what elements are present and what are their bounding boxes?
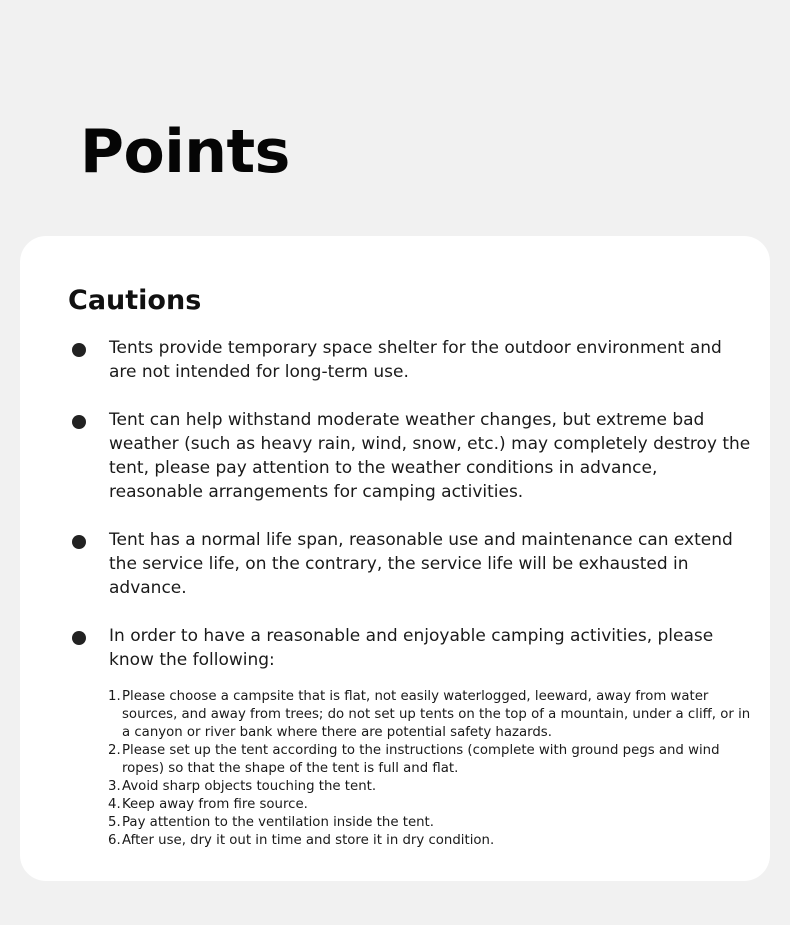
item-text: Keep away from fire source. — [122, 797, 308, 812]
item-text: Pay attention to the ventilation inside the tent. — [122, 815, 434, 830]
item-number: 1. — [108, 689, 121, 704]
numbered-item — [108, 688, 752, 742]
bullet-dot-icon — [72, 415, 86, 429]
bullet-dot-icon — [72, 343, 86, 357]
item-number: 5. — [108, 815, 121, 830]
bullet-item — [72, 408, 752, 504]
numbered-item — [108, 832, 752, 850]
numbered-item — [108, 742, 752, 778]
item-text: Please choose a campsite that is flat, not easily waterlogged, leeward, away from water sources, and away from trees; do not set up tents on the top of a mountain, under a cliff, or in a canyon or river bank where there are potential safety hazards. — [122, 689, 751, 740]
section-heading: Cautions — [68, 285, 202, 316]
cautions-card — [20, 236, 770, 881]
bullet-dot-icon — [72, 535, 86, 549]
bullet-item — [72, 624, 752, 850]
bullet-text: Tent has a normal life span, reasonable use and maintenance can extend the service life, on the contrary, the service life will be exhausted in advance. — [109, 530, 733, 598]
bullet-text: Tents provide temporary space shelter for the outdoor environment and are not intended for long-term use. — [109, 338, 722, 382]
numbered-list — [108, 688, 752, 850]
item-number: 4. — [108, 797, 121, 812]
item-number: 3. — [108, 779, 121, 794]
numbered-item — [108, 778, 752, 796]
item-number: 6. — [108, 833, 121, 848]
page-title: Points — [80, 117, 290, 187]
bullet-text: Tent can help withstand moderate weather changes, but extreme bad weather (such as heavy rain, wind, snow, etc.) may completely destroy the tent, please pay attention to the weather conditions in advance, reasonable arrangements for camping activities. — [109, 410, 751, 502]
bullet-text: In order to have a reasonable and enjoyable camping activities, please know the following: — [109, 626, 714, 670]
cautions-list — [72, 336, 752, 874]
item-text: Avoid sharp objects touching the tent. — [122, 779, 377, 794]
item-number: 2. — [108, 743, 121, 758]
numbered-item — [108, 796, 752, 814]
numbered-item — [108, 814, 752, 832]
bullet-dot-icon — [72, 631, 86, 645]
bullet-item — [72, 528, 752, 600]
item-text: Please set up the tent according to the instructions (complete with ground pegs and wind ropes) so that the shape of the tent is full and flat. — [122, 743, 720, 776]
bullet-item — [72, 336, 752, 384]
item-text: After use, dry it out in time and store it in dry condition. — [122, 833, 495, 848]
